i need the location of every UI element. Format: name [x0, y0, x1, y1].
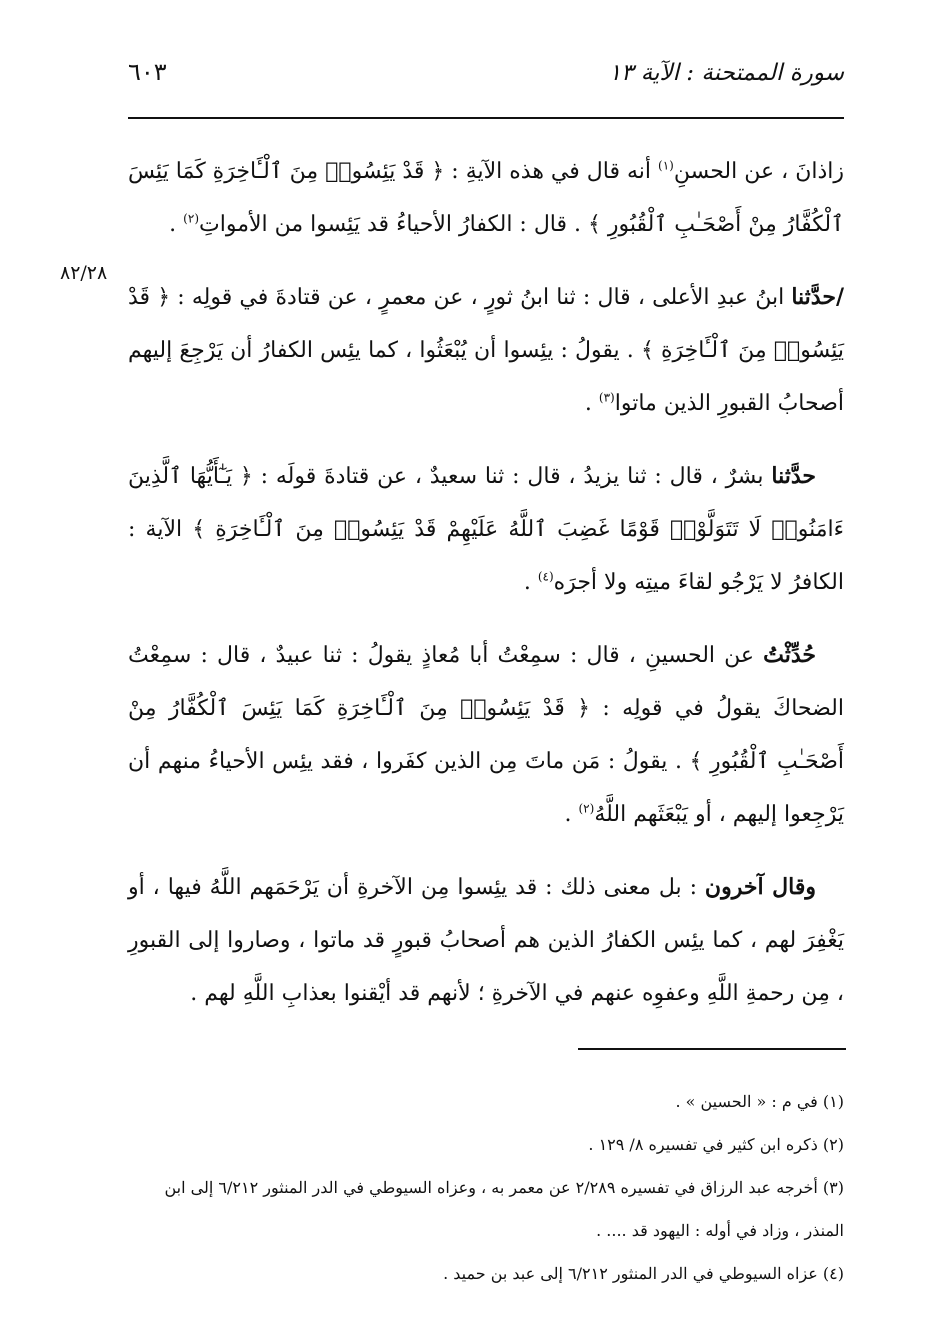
- paragraph-text: .: [564, 802, 579, 827]
- footnote: (٣) أخرجه عبد الرزاق في تفسيره ٢/٢٨٩ عن معمر به ، وعزاه السيوطي في الدر المنثور ٦/٢١٢ إلى ابن المنذر ، وزاد في أوله : اليهود قد .... .: [164, 1178, 844, 1240]
- paragraph-text: : بل معنى ذلك : قد يئِسوا مِن الآخرةِ أن يَرْحَمَهم اللَّهُ فيها ، أو يَغْفِرَ لهم ، كما يئِس الكفارُ الذين هم أصحابُ قبورٍ قد ماتوا ، وصاروا إلى القبورِ ، مِن رحمةِ اللَّهِ وعفوِه عنهم في الآخرةِ ؛ لأنهم قد أيْقنوا بعذابِ اللَّهِ لهم .: [128, 875, 844, 1006]
- footnote-marker[interactable]: (١): [658, 158, 674, 173]
- paragraph: [128, 450, 844, 609]
- footnotes: [128, 1080, 844, 1295]
- chapter-title: سورة الممتحنة : الآية ١٣: [608, 60, 844, 86]
- paragraph-lead: وقال آخرون: [704, 874, 816, 900]
- paragraph-text: بشرٌ ، قال : ثنا يزيدُ ، قال : ثنا سعيدٌ ، عن قتادةَ قولَه : ﴿ يَـٰٓأَيُّهَا ٱلَّذِينَ ءَامَنُوا۟ لَا تَتَوَلَّوْا۟ قَوْمًا غَضِبَ ٱللَّهُ عَلَيْهِمْ قَدْ يَئِسُوا۟ مِنَ ٱلْـَٔاخِرَةِ ﴾ الآية : الكافرُ لا يَرْجُو لقاءَ ميتِه ولا أجرَه: [128, 464, 844, 595]
- footnote-marker[interactable]: (٣): [598, 390, 615, 405]
- footnote-marker[interactable]: (٢): [183, 211, 199, 226]
- paragraph: [128, 629, 844, 841]
- paragraph-lead: /حدَّثنا: [791, 284, 844, 310]
- footnote: (٢) ذكره ابن كثير في تفسيره ٨/ ١٢٩ .: [588, 1135, 844, 1154]
- paragraph: [128, 271, 844, 430]
- paragraph-text: عن الحسينِ ، قال : سمِعْتُ أبا مُعاذٍ يقولُ : ثنا عبيدٌ ، قال : سمِعْتُ الضحاكَ يقولُ في قولِه : ﴿ قَدْ يَئِسُوا۟ مِنَ ٱلْـَٔاخِرَةِ كَمَا يَئِسَ ٱلْكُفَّارُ مِنْ أَصْحَـٰبِ ٱلْقُبُورِ ﴾ . يقولُ : مَن ماتَ مِن الذين كفَروا ، فقد يئِس الأحياءُ منهم أن يَرْجِعوا إليهم ، أو يَبْعَثَهم اللَّهُ: [128, 643, 844, 827]
- paragraph-text: ابنُ عبدِ الأعلى ، قال : ثنا ابنُ ثورٍ ، عن معمرٍ ، عن قتادةَ في قولِه : ﴿ قَدْ يَئِسُوا۟ مِنَ ٱلْـَٔاخِرَةِ ﴾ . يقولُ : يئِسوا أن يُبْعَثُوا ، كما يئِس الكفارُ أن يَرْجِعَ إليهم أصحابُ القبورِ الذين ماتوا: [128, 285, 844, 416]
- paragraph-lead: حُدِّثْتُ: [763, 642, 816, 668]
- header-rule: [128, 117, 844, 119]
- main-text: [128, 145, 844, 1040]
- paragraph-text: .: [523, 570, 538, 595]
- footnote: (٤) عزاه السيوطي في الدر المنثور ٦/٢١٢ إلى عبد بن حميد .: [443, 1264, 844, 1283]
- margin-reference: ٨٢/٢٨: [60, 262, 108, 284]
- footnote: (١) في م : « الحسين » .: [675, 1092, 844, 1111]
- footnote-marker[interactable]: (٢): [578, 801, 595, 816]
- paragraph-lead: حدَّثنا: [771, 463, 816, 489]
- paragraph: [128, 861, 844, 1020]
- paragraph-text: أنه قال في هذه الآيةِ : ﴿ قَدْ يَئِسُوا۟ مِنَ ٱلْـَٔاخِرَةِ كَمَا يَئِسَ ٱلْكُفَّارُ مِنْ أَصْحَـٰبِ ٱلْقُبُورِ ﴾ . قال : الكفارُ الأحياءُ قد يَئِسوا من الأمواتِ: [127, 159, 844, 237]
- paragraph: [128, 145, 844, 251]
- paragraph-text: زاذانَ ، عن الحسنِ: [673, 159, 844, 184]
- footnote-rule: [578, 1048, 846, 1050]
- paragraph-text: .: [584, 391, 599, 416]
- running-header: [128, 56, 844, 96]
- paragraph-text: .: [169, 212, 184, 237]
- page-number: ٦٠٣: [128, 58, 167, 86]
- footnote-marker[interactable]: (٤): [537, 569, 554, 584]
